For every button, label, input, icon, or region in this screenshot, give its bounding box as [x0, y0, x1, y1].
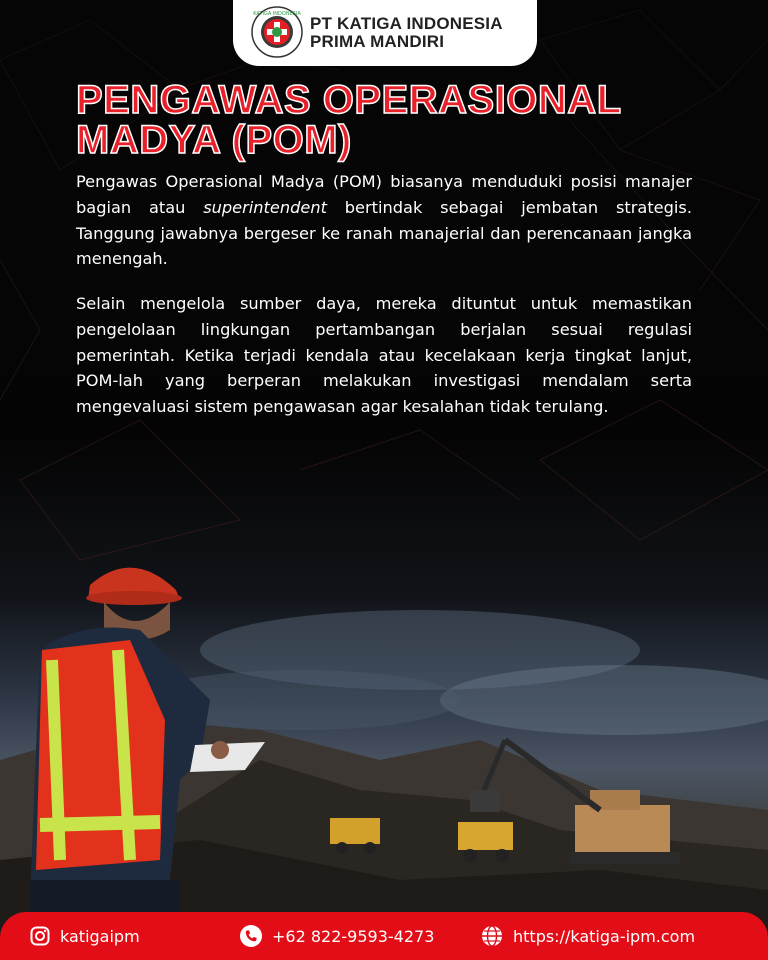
website-link[interactable] [481, 912, 695, 960]
company-logo [251, 6, 303, 58]
instagram-link[interactable] [30, 912, 140, 960]
svg-text:KATIGA INDONESIA: KATIGA INDONESIA [253, 11, 301, 17]
website-url: https://katiga-ipm.com [513, 926, 696, 946]
paragraph-intro-start: Pengawas Operasional Madya (POM) biasanya menduduki posisi manajer bagian atau [76, 172, 692, 217]
company-name-line1: PT KATIGA INDONESIA [310, 14, 503, 33]
instagram-icon [30, 926, 50, 946]
paragraph-intro-italic: superintendent [203, 197, 327, 217]
contact-footer [0, 912, 768, 960]
company-name-line2: PRIMA MANDIRI [310, 32, 445, 51]
phone-icon [240, 925, 262, 947]
instagram-handle: katigaipm [60, 926, 140, 946]
company-name [310, 15, 503, 51]
brand-header [233, 0, 537, 66]
paragraph-responsibilities: Selain mengelola sumber daya, mereka dituntut untuk memastikan pengelolaan lingkungan pertambangan berjalan sesuai regulasi pemerintah. Ketika terjadi kendala atau kecelakaan kerja tingkat lanjut, POM-lah yang berperan melakukan investigasi mendalam serta mengevaluasi sistem pengawasan agar kesalahan tidak terulang. [76, 294, 692, 417]
paragraph-intro [76, 169, 692, 272]
globe-icon [481, 925, 503, 947]
title-line1: PENGAWAS OPERASIONAL [76, 78, 622, 122]
phone-link[interactable] [240, 912, 434, 960]
phone-number: +62 822-9593-4273 [272, 926, 435, 946]
paragraph-intro-end: bertindak sebagai jembatan strategis. Tanggung jawabnya bergeser ke ranah manajerial dan perencanaan jangka menengah. [76, 197, 692, 269]
page-title [76, 80, 696, 160]
title-line2: MADYA (POM) [76, 118, 352, 162]
